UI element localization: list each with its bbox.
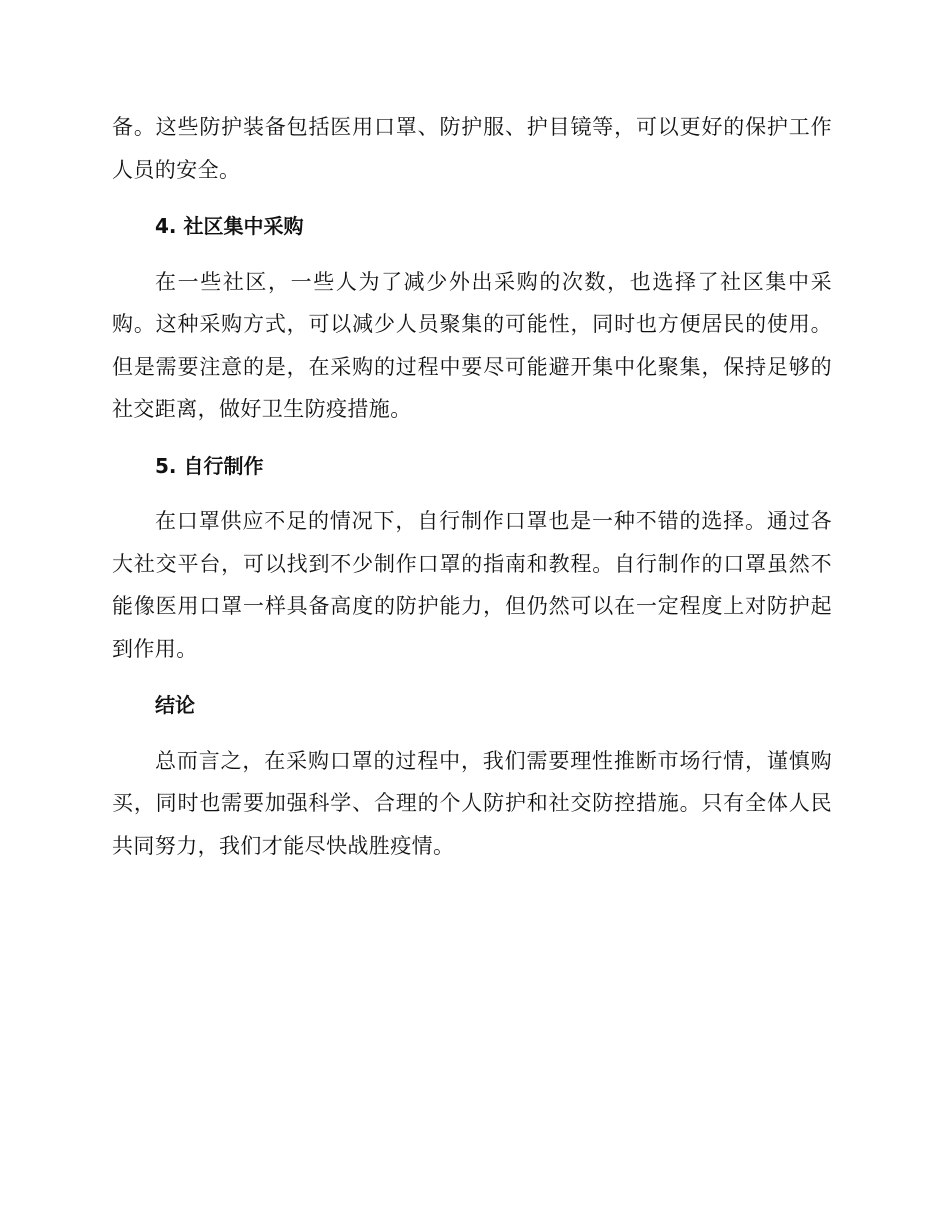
heading-conclusion: 结论: [155, 693, 195, 717]
paragraph-community-purchase: 在一些社区，一些人为了减少外出采购的次数，也选择了社区集中采购。这种采购方式，可以减少人员聚集的可能性，同时也方便居民的使用。但是需要注意的是，在采购的过程中要尽可能避开集中化聚集，保持足够的社交距离，做好卫生防疫措施。: [112, 269, 832, 421]
heading-community-purchase: 4. 社区集中采购: [155, 214, 304, 238]
heading-self-made: 5. 自行制作: [155, 453, 264, 478]
document-page: [112, 106, 832, 867]
paragraph-conclusion: 总而言之，在采购口罩的过程中，我们需要理性推断市场行情，谨慎购买，同时也需要加强科学、合理的个人防护和社交防控措施。只有全体人民共同努力，我们才能尽快战胜疫情。: [112, 748, 832, 858]
paragraph-protective-equipment: 备。这些防护装备包括医用口罩、防护服、护目镜等，可以更好的保护工作人员的安全。: [112, 115, 832, 182]
paragraph-self-made: 在口罩供应不足的情况下，自行制作口罩也是一种不错的选择。通过各大社交平台，可以找到不少制作口罩的指南和教程。自行制作的口罩虽然不能像医用口罩一样具备高度的防护能力，但仍然可以在一定程度上对防护起到作用。: [112, 509, 832, 661]
